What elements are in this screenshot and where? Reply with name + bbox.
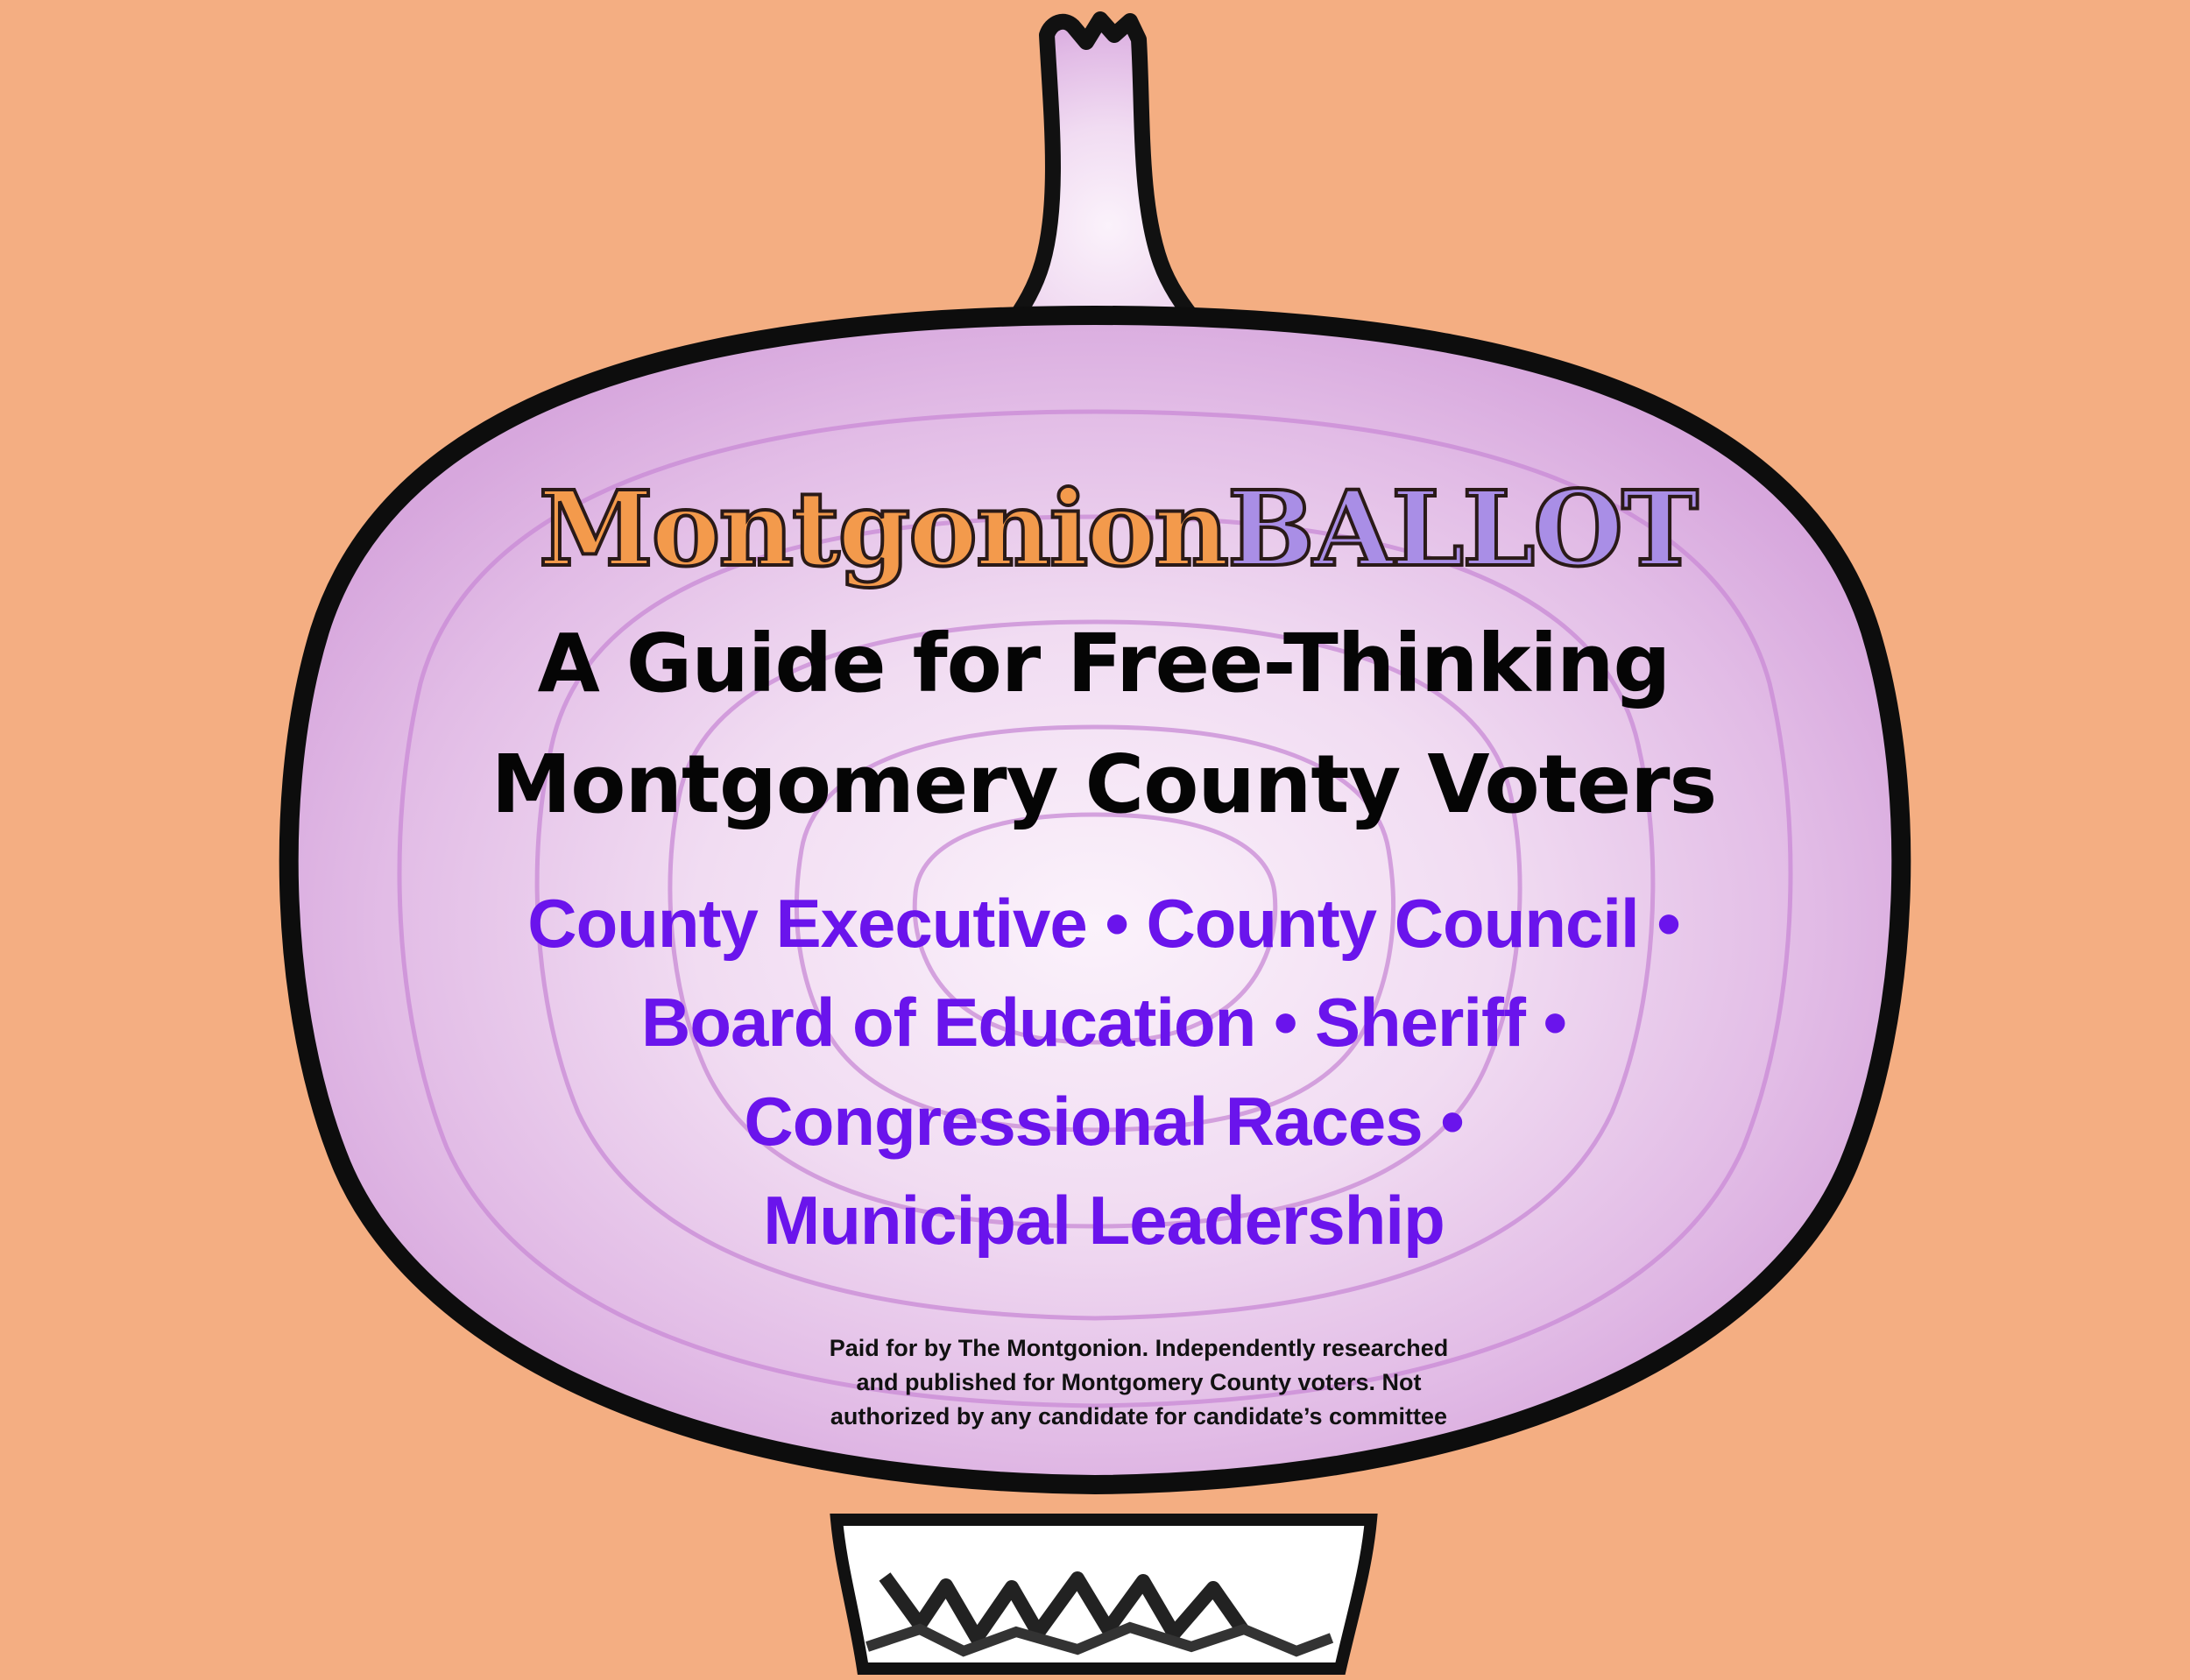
paid-for-disclaimer bbox=[771, 1331, 1507, 1434]
races-line-1: County Executive • County Council • bbox=[527, 885, 1680, 962]
disclaimer-line-1: Paid for by The Montgonion. Independently researched bbox=[829, 1335, 1449, 1361]
races-line-4: Municipal Leadership bbox=[763, 1182, 1445, 1259]
races-line-2: Board of Education • Sheriff • bbox=[641, 984, 1566, 1061]
logo-ballot: BALLOT bbox=[1226, 468, 1697, 589]
disclaimer-line-2: and published for Montgomery County voters. Not bbox=[856, 1369, 1422, 1395]
headline-line-1: A Guide for Free-Thinking bbox=[537, 617, 1671, 710]
races-line-3: Congressional Races • bbox=[744, 1083, 1464, 1160]
montgonion-ballot-logo bbox=[539, 468, 1697, 589]
disclaimer-line-3: authorized by any candidate for candidate’s committee bbox=[830, 1403, 1448, 1429]
headline-line-2: Montgomery County Voters bbox=[491, 738, 1717, 831]
logo-montgonion: Montgonion bbox=[539, 468, 1227, 589]
